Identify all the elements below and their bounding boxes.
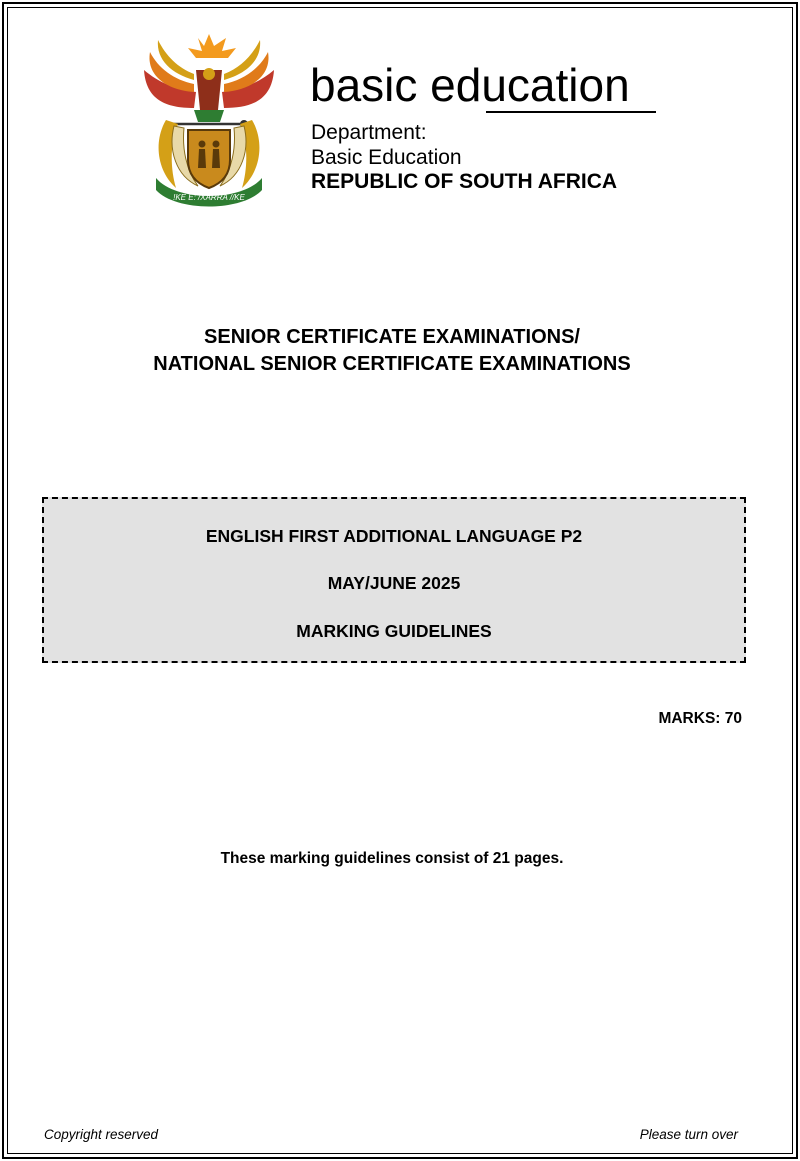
country-name: REPUBLIC OF SOUTH AFRICA [311,170,618,193]
exam-title-line-1: SENIOR CERTIFICATE EXAMINATIONS/ [204,326,580,348]
footer-turn-over: Please turn over [639,1127,738,1142]
svg-text:!KE E: /XARRA //KE: !KE E: /XARRA //KE [173,193,245,202]
brand-title: basic education [310,59,630,111]
exam-session: MAY/JUNE 2025 [327,573,461,593]
marks-total: MARKS: 70 [658,710,742,727]
department-label: Department: [311,121,427,144]
coat-of-arms-icon [136,30,282,208]
exam-title-line-2: NATIONAL SENIOR CERTIFICATE EXAMINATIONS [153,353,631,375]
document-type: MARKING GUIDELINES [296,621,492,641]
brand-underline [486,111,656,113]
department-name: Basic Education [311,146,462,169]
footer-copyright: Copyright reserved [44,1127,159,1142]
subject-box [42,497,746,663]
subject-title: ENGLISH FIRST ADDITIONAL LANGUAGE P2 [205,526,583,546]
page-count-note: These marking guidelines consist of 21 pages. [220,850,564,867]
